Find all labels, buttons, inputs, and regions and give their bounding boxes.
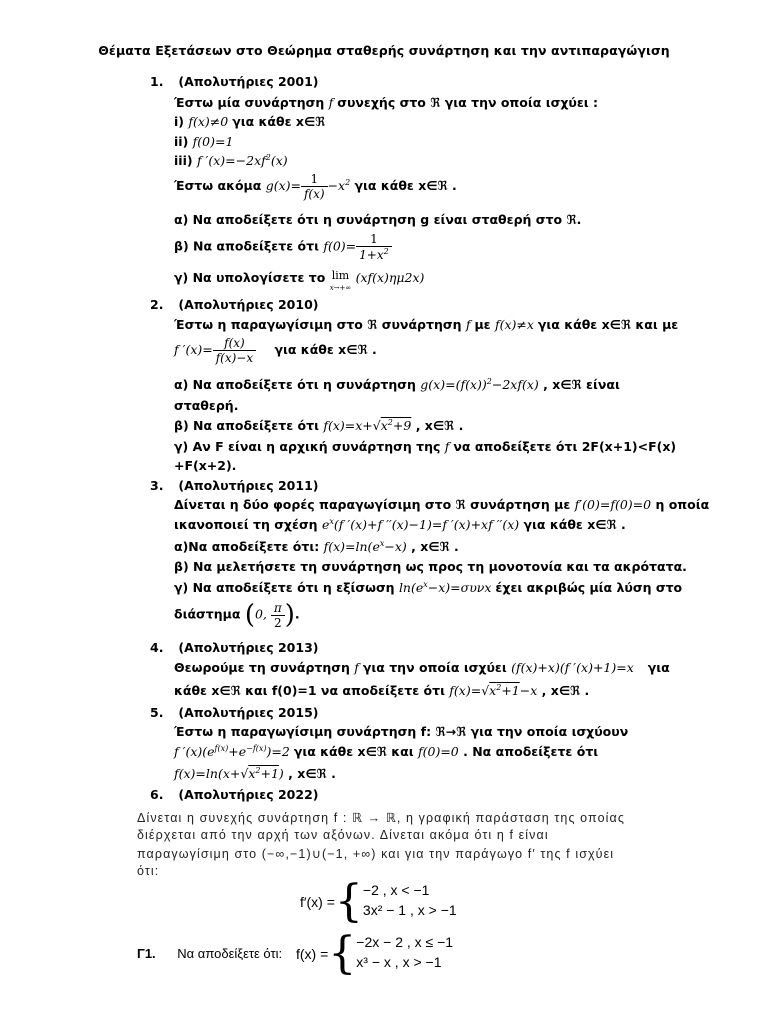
p2-derivative: [174, 336, 377, 365]
text: γ) Να αποδείξετε ότι η εξίσωση: [174, 580, 395, 596]
text: για κάθε x∈ℜ και: [293, 744, 414, 760]
problem-number: 1.: [150, 74, 164, 89]
p2-question-a-cont: σταθερή.: [174, 398, 239, 413]
p2-question-b: [174, 418, 463, 433]
problem-number: 5.: [150, 705, 164, 720]
math: f $'(x)(e^{f(x)}+e^{-f(x)})=2$: [174, 744, 294, 760]
math: f(0)=: [323, 238, 357, 254]
fraction: $\frac{f(x)}{f(x)-x}$: [213, 336, 256, 365]
function-name: f(x) =: [296, 946, 329, 962]
function-name: f′(x) =: [300, 894, 335, 910]
text: , x∈ℜ είναι: [543, 377, 620, 393]
math: (f(x)+x)(f ′(x)+1)=x: [511, 660, 638, 675]
label: ii): [174, 134, 189, 149]
p6-line-3: παραγωγίσιμη στο (−∞,−1)∪(−1, +∞) και για την παράγωγο f′ της f ισχύει: [137, 847, 615, 861]
text: Έστω μία συνάρτηση: [174, 95, 325, 110]
problem-year: (Απολυτήριες 2015): [178, 705, 319, 720]
math: g(x)=: [265, 178, 301, 193]
math: $\ln(e^x-x)=\sigma\upsilon\nu x$: [398, 580, 496, 596]
p6-function-system: [296, 928, 454, 979]
text: , x∈ℜ .: [411, 539, 459, 555]
label: iii): [174, 153, 193, 169]
p3-question-c: [174, 580, 682, 595]
p3-intro: [174, 497, 709, 512]
math: $f(x)=√x^2+1-x$: [449, 683, 538, 699]
p6-line-1: Δίνεται η συνεχής συνάρτηση f : ℝ → ℝ, η γραφική παράσταση της οποίας: [137, 811, 625, 825]
text: α)Να αποδείξετε ότι:: [174, 539, 320, 555]
text: , x∈ℜ .: [288, 766, 336, 782]
math: f: [328, 95, 338, 110]
p3-relation: [174, 517, 626, 532]
fraction: $\frac{1}{1+x^2}$: [356, 232, 392, 262]
math: 0,: [254, 606, 271, 622]
math: $-x^2$: [327, 177, 351, 193]
fraction: $\frac{\pi}{2}$: [271, 601, 285, 630]
text: Να αποδείξετε ότι:: [177, 946, 283, 961]
p2-intro: [174, 317, 678, 332]
math: f(0)=0: [418, 744, 459, 760]
p2-question-c: [174, 439, 676, 454]
p6-line-2: διέρχεται από την αρχή των αξόνων. Δίνεται ακόμα ότι η f είναι: [137, 828, 549, 842]
math: ): [284, 600, 295, 630]
p1-g-definition: [174, 172, 457, 201]
text: για κάθε x∈ℜ: [232, 114, 326, 129]
p2-question-c-cont: +F(x+2).: [174, 458, 237, 473]
text: .: [294, 606, 300, 622]
math: f(x)≠x: [494, 317, 538, 332]
text: για κάθε x∈ℜ .: [354, 178, 457, 193]
case-2: x³ − x , x > −1: [356, 954, 442, 970]
problem-6-header: [150, 787, 319, 802]
p6-question-g1: [137, 946, 282, 961]
problem-year: (Απολυτήριες 2011): [178, 478, 319, 493]
problem-year: (Απολυτήριες 2010): [178, 297, 319, 312]
text: έχει ακριβώς μία λύση στο: [495, 580, 683, 596]
problem-number: 3.: [150, 478, 164, 493]
text: η οποία: [655, 497, 710, 512]
fraction: $\frac{1}{f(x)}$: [301, 172, 328, 201]
text: Έστω ακόμα: [174, 178, 262, 193]
math: $f(x)=x+√x^2+9$: [323, 418, 412, 434]
p5-intro: Έστω η παραγωγίσιμη συνάρτηση f: ℜ→ℜ για την οποία ισχύουν: [174, 724, 629, 739]
math: (: [244, 600, 255, 630]
problem-number: 2.: [150, 297, 164, 312]
text: ικανοποιεί τη σχέση: [174, 517, 318, 533]
text: , x∈ℜ .: [541, 683, 590, 699]
text: για κάθε x∈ℜ .: [523, 517, 626, 533]
text: Δίνεται η δύο φορές παραγωγίσιμη στο ℜ συνάρτηση με: [174, 497, 571, 512]
math: $f(x)=\ln(e^x-x)$: [323, 539, 407, 555]
math: (xf(x)ημ2x): [355, 270, 425, 285]
p6-line-4: ότι:: [137, 864, 160, 878]
p1-intro: [174, 95, 598, 110]
text: γ) Να υπολογίσετε το: [174, 270, 326, 285]
p1-question-c: [174, 270, 424, 293]
p2-question-a: [174, 377, 620, 392]
math: f: [465, 317, 475, 332]
problem-5-header: [150, 705, 319, 720]
text: για κάθε x∈ℜ .: [274, 342, 377, 357]
brace: {: [328, 928, 357, 979]
text: για: [647, 660, 670, 675]
problem-year: (Απολυτήριες 2022): [178, 787, 319, 802]
text: συνεχής στο ℜ για την οποία ισχύει :: [337, 95, 598, 110]
p1-condition-i: [174, 114, 325, 129]
math: f(0)=1: [192, 134, 234, 149]
math: f′(0)=f(0)=0: [574, 497, 652, 512]
p6-derivative-system: [300, 876, 457, 927]
math: $g(x)=(f(x))^2-2xf(x)$: [420, 377, 539, 393]
case-1: −2 , x < −1: [362, 882, 430, 898]
problem-year: (Απολυτήριες 2001): [178, 74, 319, 89]
problem-1-header: [150, 74, 319, 89]
text: Έστω η παραγωγίσιμη στο ℜ συνάρτηση: [174, 317, 462, 332]
math: f: [354, 660, 363, 675]
problem-year: (Απολυτήριες 2013): [178, 640, 319, 655]
p1-question-a: α) Να αποδείξετε ότι η συνάρτηση g είναι σταθερή στο ℜ.: [174, 212, 582, 227]
text: α) Να αποδείξετε ότι η συνάρτηση: [174, 377, 416, 393]
text: β) Να αποδείξετε ότι: [174, 418, 319, 434]
text: . Να αποδείξετε ότι: [463, 744, 599, 760]
case-1: −2x − 2 , x ≤ −1: [356, 934, 454, 950]
p1-condition-ii: [174, 134, 233, 149]
problem-number: 4.: [150, 640, 164, 655]
math: $f(x)=\ln(x+√x^2+1)$: [174, 766, 284, 782]
p3-question-c-cont: [174, 600, 300, 630]
math: f(x)≠0: [188, 114, 233, 129]
p3-question-b: β) Να μελετήσετε τη συνάρτηση ως προς τη μονοτονία και τα ακρότατα.: [174, 559, 687, 574]
problem-4-header: [150, 640, 319, 655]
text: β) Να αποδείξετε ότι: [174, 238, 319, 254]
question-label: Γ1.: [137, 946, 156, 961]
text: για κάθε x∈ℜ και με: [537, 317, 679, 332]
text: με: [474, 317, 491, 332]
label: i): [174, 114, 184, 129]
problem-3-header: [150, 478, 319, 493]
math: f: [444, 439, 454, 454]
limit: lim x→+∞: [329, 269, 352, 292]
case-2: 3x² − 1 , x > −1: [362, 902, 457, 918]
text: Θεωρούμε τη συνάρτηση: [174, 660, 350, 675]
document-title: Θέματα Εξετάσεων στο Θεώρημα σταθερής συνάρτηση και την αντιπαραγώγιση: [98, 43, 670, 58]
math: f $'(x)=-2xf^2(x)$: [196, 153, 288, 169]
brace: {: [334, 876, 363, 927]
p1-condition-iii: [174, 153, 288, 168]
text: κάθε x∈ℜ και f(0)=1 να αποδείξετε ότι: [174, 683, 445, 699]
math: $e^x(f$ ′(x)+f ′′(x)−1)=f ′(x)+xf ′′(x): [321, 517, 520, 533]
math: f ′(x)=: [174, 342, 213, 357]
problem-number: 6.: [150, 787, 164, 802]
p5-condition: [174, 744, 598, 759]
p3-question-a: [174, 539, 459, 554]
problem-2-header: [150, 297, 319, 312]
text: , x∈ℜ .: [415, 418, 464, 434]
p4-question: [174, 683, 589, 698]
text: να αποδείξετε ότι 2F(x+1)<F(x): [453, 439, 677, 454]
text: διάστημα: [174, 606, 241, 622]
p1-question-b: [174, 232, 392, 262]
text: για την οποία ισχύει: [362, 660, 507, 675]
p5-question: [174, 766, 336, 781]
text: γ) Αν F είναι η αρχική συνάρτηση της: [174, 439, 441, 454]
p4-intro: [174, 660, 670, 675]
